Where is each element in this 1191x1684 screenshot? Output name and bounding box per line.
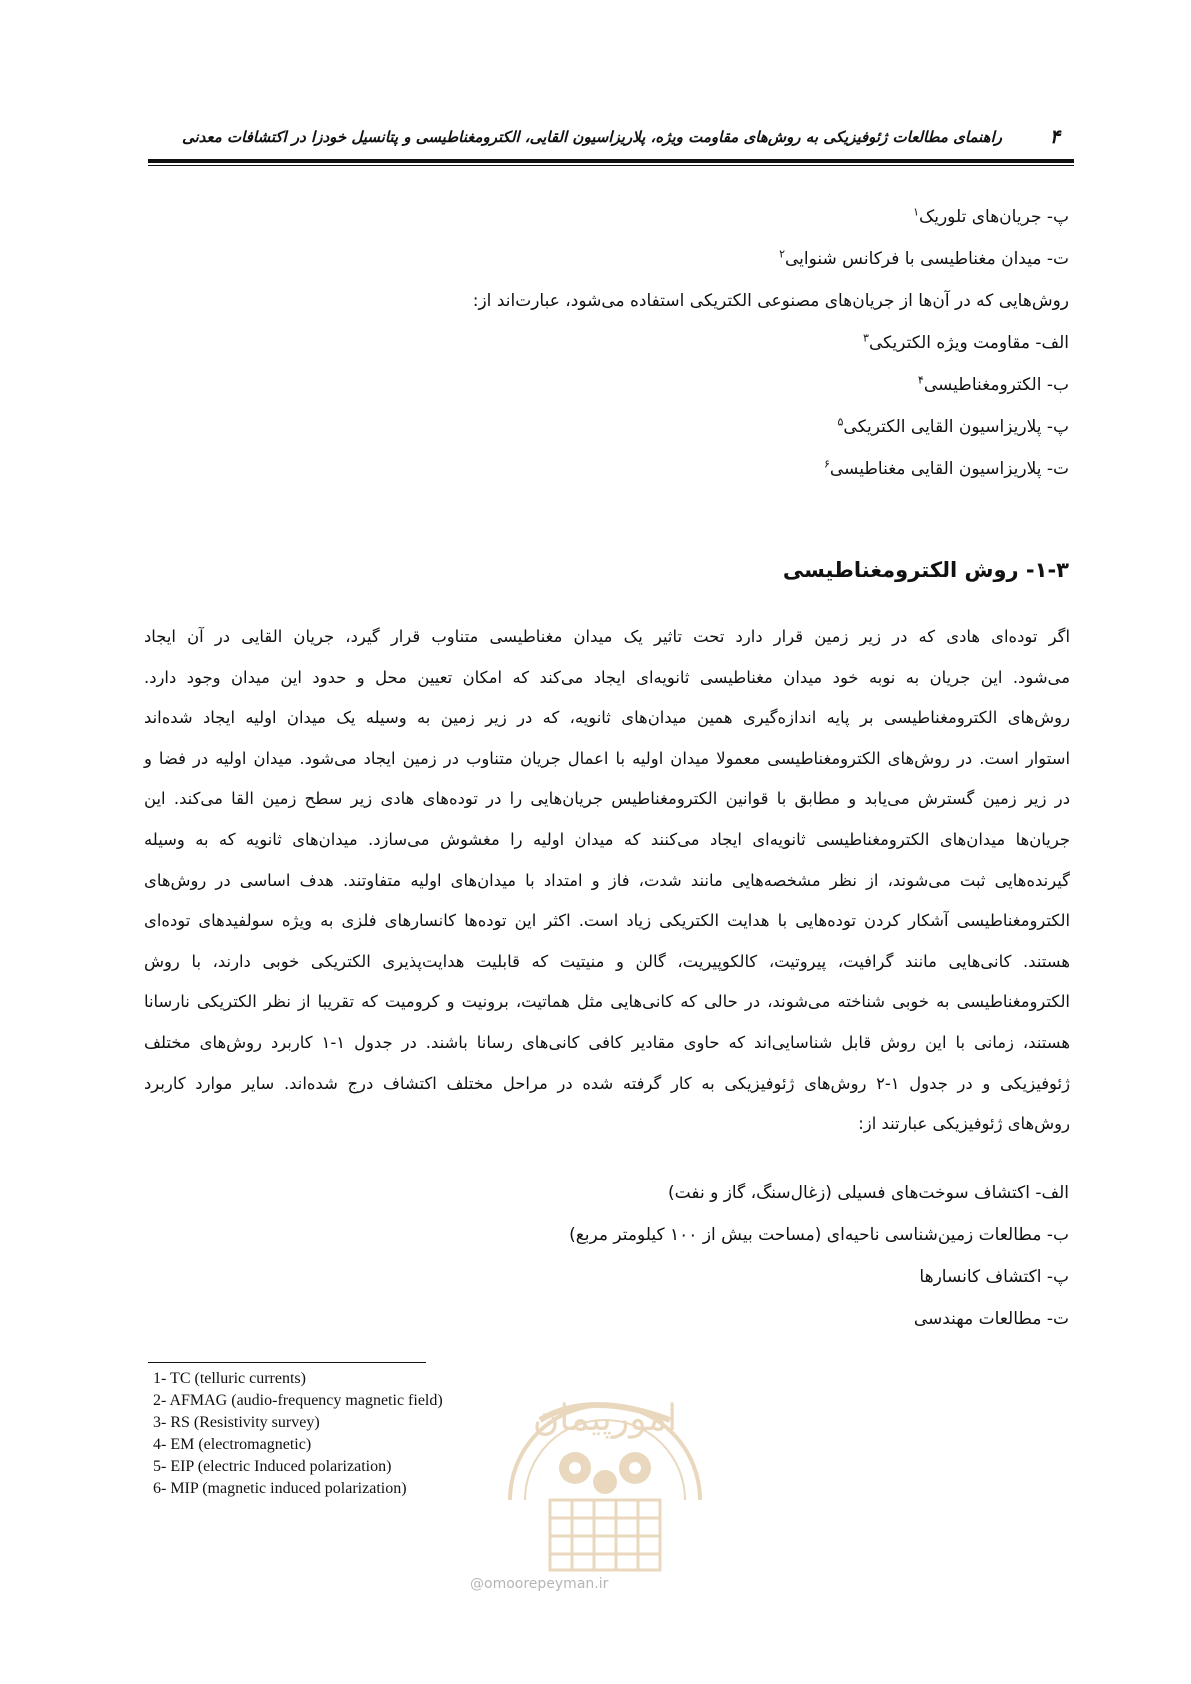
paragraph-line: روش‌های الکترومغناطیسی بر پایه اندازه‌گیری همین میدان‌های ثانویه، که در زیر زمین به وسیله یک میدان اولیه ایجاد شده‌اند: [144, 708, 1070, 728]
footnote-ref: ۳: [863, 331, 869, 345]
running-header: [148, 124, 1074, 160]
footnote: 4- EM (electromagnetic): [153, 1436, 312, 1453]
running-title: راهنمای مطالعات ژئوفیزیکی به روش‌های مقاومت ویژه، پلاریزاسیون القایی، الکترومغناطیسی و پتانسیل خودزا در اکتشافات معدنی: [181, 128, 1002, 146]
artificial-methods-intro: روش‌هایی که در آن‌ها از جریان‌های مصنوعی الکتریکی استفاده می‌شود، عبارت‌اند از:: [472, 291, 1069, 311]
footnotes: [153, 1368, 443, 1500]
paragraph-line: هستند، زمانی با این روش قابل شناسایی‌اند که حاوی مقادیر کافی کانی‌های رسانا باشند. در جدول ۱-۱ کاربرد روش‌های مختلف: [144, 1032, 1070, 1052]
list-item: پ- اکتشاف کانسارها: [919, 1267, 1069, 1287]
list-item: ت- مطالعات مهندسی: [913, 1309, 1069, 1329]
list-item: ت- پلاریزاسیون القایی مغناطیسی$^۶$: [823, 457, 1069, 479]
paragraph-line: در زیر زمین گسترش می‌یابد و مطابق با قوانین الکترومغناطیس جریان‌هایی را در توده‌های هادی زیر سطح زمین القا می‌کند. این: [144, 789, 1070, 809]
footnote-ref: ۵: [837, 415, 844, 429]
body-paragraph: [144, 617, 1070, 1145]
list-item: ب- الکترومغناطیسی$^۴$: [917, 373, 1069, 395]
footnote-separator: [148, 1362, 426, 1363]
footnote: 3- RS (Resistivity survey): [153, 1414, 320, 1431]
page-number: ۴: [1049, 126, 1060, 148]
paragraph-line: جریان‌ها میدان‌های الکترومغناطیسی ثانویه‌ای ایجاد می‌کنند که میدان اولیه را مغشوش می‌سازد. میدان‌های ثانویه که به وسیله: [144, 829, 1070, 849]
paragraph-line: هستند. کانی‌هایی مانند گرافیت، پیروتیت، کالکوپیریت، گالن و منیتیت که قابلیت هدایت‌پذیری الکتریکی خوبی دارند، با روش: [144, 951, 1070, 971]
list-item: ب- مطالعات زمین‌شناسی ناحیه‌ای (مساحت بیش از ۱۰۰ کیلومتر مربع): [569, 1225, 1069, 1245]
paragraph-line: روش‌های ژئوفیزیکی عبارتند از:: [858, 1114, 1070, 1134]
paragraph-line: اگر توده‌ای هادی که در زیر زمین قرار دارد تحت تاثیر یک میدان مغناطیسی متناوب قرار گیرد، جریان القایی در آن ایجاد: [144, 627, 1070, 646]
paragraph-line: الکترومغناطیسی به خوبی شناخته می‌شوند، در حالی که کانی‌هایی مثل هماتیت، برونیت و کرومیت که تقریبا از نظر الکتریکی نارسانا: [144, 992, 1070, 1012]
footnote: 6- MIP (magnetic induced polarization): [153, 1480, 407, 1497]
list-item: الف- اکتشاف سوخت‌های فسیلی (زغال‌سنگ، گاز و نفت): [668, 1183, 1069, 1203]
footnote: 5- EIP (electric Induced polarization): [153, 1458, 392, 1475]
footnote-ref: ۶: [823, 457, 830, 471]
list-item: پ- جریان‌های تلوریک$^۱$: [913, 205, 1069, 227]
watermark-seal-icon: [480, 1350, 730, 1600]
footnote: 1- TC (telluric currents): [153, 1370, 306, 1387]
list-item: ت- میدان مغناطیسی با فرکانس شنوایی$^۲$: [779, 247, 1069, 269]
list-item: الف- مقاومت ویژه الکتریکی$^۳$: [863, 331, 1069, 353]
section-heading: ۱-۳- روش الکترومغناطیسی: [782, 558, 1069, 582]
footnote: 2- AFMAG (audio-frequency magnetic field): [153, 1392, 443, 1409]
paragraph-line: می‌شود. این جریان به نوبه خود میدان مغناطیسی ثانویه‌ای ایجاد می‌کند که امکان تعیین محل و حدود این میدان وجود دارد.: [144, 667, 1070, 687]
list-item: پ- پلاریزاسیون القایی الکتریکی$^۵$: [837, 415, 1069, 437]
paragraph-line: الکترومغناطیسی آشکار کردن توده‌هایی با هدایت الکتریکی زیاد است. اکثر این توده‌ها کانسارهای فلزی به ویژه سولفیدهای توده‌ای: [144, 911, 1070, 931]
watermark-url: @omoorepeyman.ir: [470, 1576, 609, 1592]
footnote-ref: ۴: [917, 373, 924, 387]
header-rule-thin: [148, 165, 1074, 166]
paragraph-line: گیرنده‌هایی ثبت می‌شوند، از نظر مشخصه‌هایی مانند شدت، فاز و امتداد با میدان‌های اولیه متفاوتند. هدف اساسی در روش‌های: [144, 870, 1070, 890]
applications-list: [169, 1172, 1069, 1340]
natural-methods-list: [169, 196, 1069, 490]
paragraph-line: ژئوفیزیکی و در جدول ۱-۲ روش‌های ژئوفیزیکی به کار گرفته شده در مراحل مختلف اکتشاف درج شده‌اند. سایر موارد کاربرد: [144, 1073, 1070, 1093]
footnote-ref: ۲: [779, 247, 785, 261]
seal-text: امورپیمان: [532, 1398, 678, 1439]
footnote-ref: ۱: [913, 205, 920, 219]
header-rule-thick: [148, 159, 1074, 163]
paragraph-line: استوار است. در روش‌های الکترومغناطیسی معمولا میدان اولیه با اعمال جریان متناوب در زمین ایجاد می‌شود. میدان اولیه در فضا و: [144, 748, 1070, 768]
